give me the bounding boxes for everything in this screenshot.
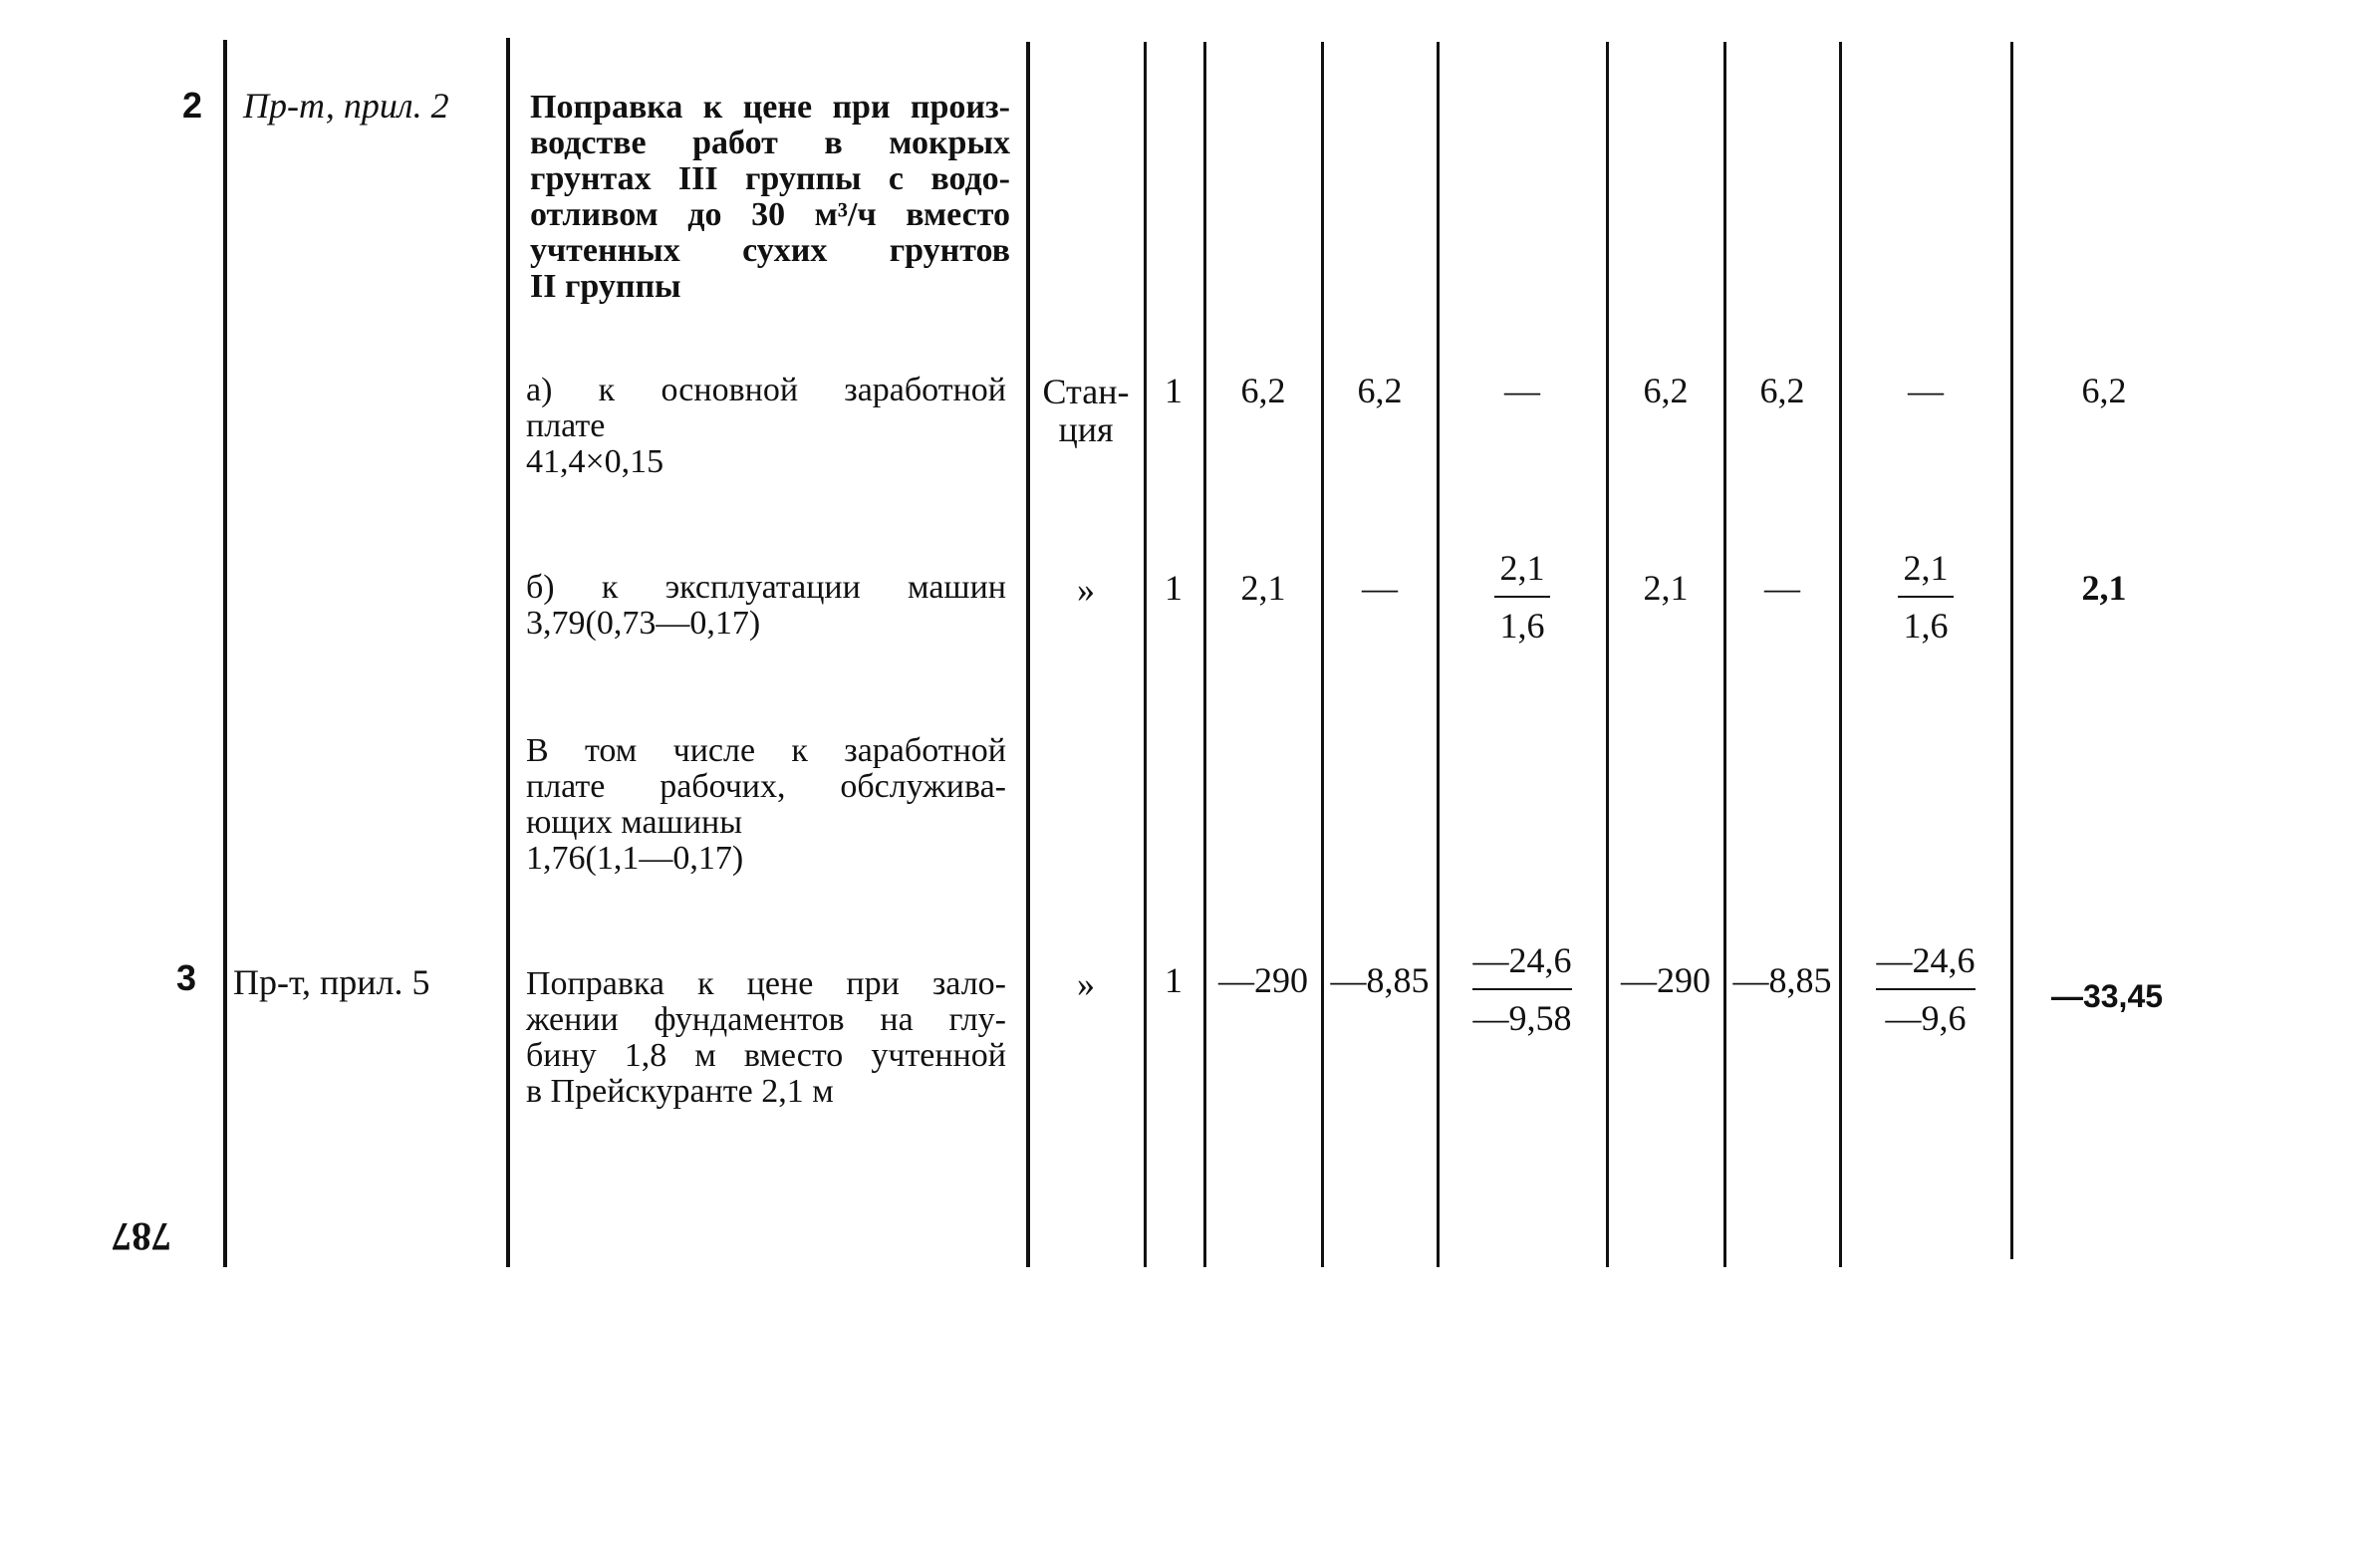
column-rule bbox=[2010, 42, 2013, 1259]
column-rule bbox=[1437, 42, 1440, 1267]
value-cell: 6,2 bbox=[1643, 371, 1689, 410]
value-cell: — bbox=[1764, 568, 1800, 608]
fraction-value: 2,1 1,6 bbox=[1441, 550, 1604, 644]
value-cell: —8,85 bbox=[1732, 960, 1832, 1000]
value-cell: 6,2 bbox=[1759, 371, 1805, 410]
value-cell: — bbox=[1362, 568, 1398, 608]
column-rule bbox=[1026, 42, 1030, 1267]
column-rule bbox=[506, 38, 510, 1267]
total-cell: 6,2 bbox=[2081, 371, 2127, 410]
quantity-cell: 1 bbox=[1165, 960, 1183, 1000]
row-reference: Пр-т, прил. 2 bbox=[243, 86, 449, 126]
column-rule bbox=[1839, 42, 1842, 1267]
column-rule bbox=[1723, 42, 1726, 1267]
row-heading: Поправка к цене при произ- водстве работ в мокрых грунтах III группы с водо- отливом до 30 м³/ч вместо учтенных сухих грунтов II группы bbox=[530, 89, 1010, 305]
column-rule bbox=[1321, 42, 1324, 1267]
column-rule bbox=[223, 40, 227, 1267]
quantity-cell: 1 bbox=[1165, 371, 1183, 410]
column-rule bbox=[1203, 42, 1206, 1267]
row-number: 2 bbox=[182, 85, 203, 126]
subitem-text: б) к эксплуатации машин 3,79(0,73—0,17) bbox=[526, 569, 1006, 642]
value-cell: 2,1 bbox=[1240, 568, 1286, 608]
subitem-text: В том числе к заработной плате рабочих, обслужива- ющих машины 1,76(1,1—0,17) bbox=[526, 732, 1006, 877]
fraction-value: 2,1 1,6 bbox=[1843, 550, 2008, 644]
value-cell: — bbox=[1504, 371, 1540, 410]
total-cell: —33,45 bbox=[2050, 978, 2164, 1014]
value-cell: 6,2 bbox=[1357, 371, 1403, 410]
fraction-value: —24,6 —9,58 bbox=[1472, 940, 1572, 1038]
subitem-text: а) к основной заработной плате 41,4×0,15 bbox=[526, 372, 1006, 480]
value-cell: 2,1 bbox=[1643, 568, 1689, 608]
page-number: 787 bbox=[112, 1214, 171, 1259]
value-cell: —8,85 bbox=[1330, 960, 1430, 1000]
value-cell: 6,2 bbox=[1240, 371, 1286, 410]
total-cell: 2,1 bbox=[2081, 568, 2127, 608]
column-rule bbox=[1144, 42, 1147, 1267]
value-cell: —290 bbox=[1621, 960, 1711, 1000]
quantity-cell: 1 bbox=[1165, 568, 1183, 608]
unit-cell: » bbox=[1077, 570, 1095, 610]
row-heading: Поправка к цене при зало- жении фундаментов на глу- бину 1,8 м вместо учтенной в Прейскуранте 2,1 м bbox=[526, 965, 1006, 1110]
column-rule bbox=[1606, 42, 1609, 1267]
row-number: 3 bbox=[176, 957, 197, 998]
unit-cell: » bbox=[1077, 964, 1095, 1004]
unit-cell: Стан- ция bbox=[1042, 372, 1130, 449]
value-cell: — bbox=[1908, 371, 1944, 410]
fraction-value: —24,6 —9,6 bbox=[1876, 940, 1976, 1038]
value-cell: —290 bbox=[1218, 960, 1308, 1000]
row-reference: Пр-т, прил. 5 bbox=[233, 962, 430, 1002]
